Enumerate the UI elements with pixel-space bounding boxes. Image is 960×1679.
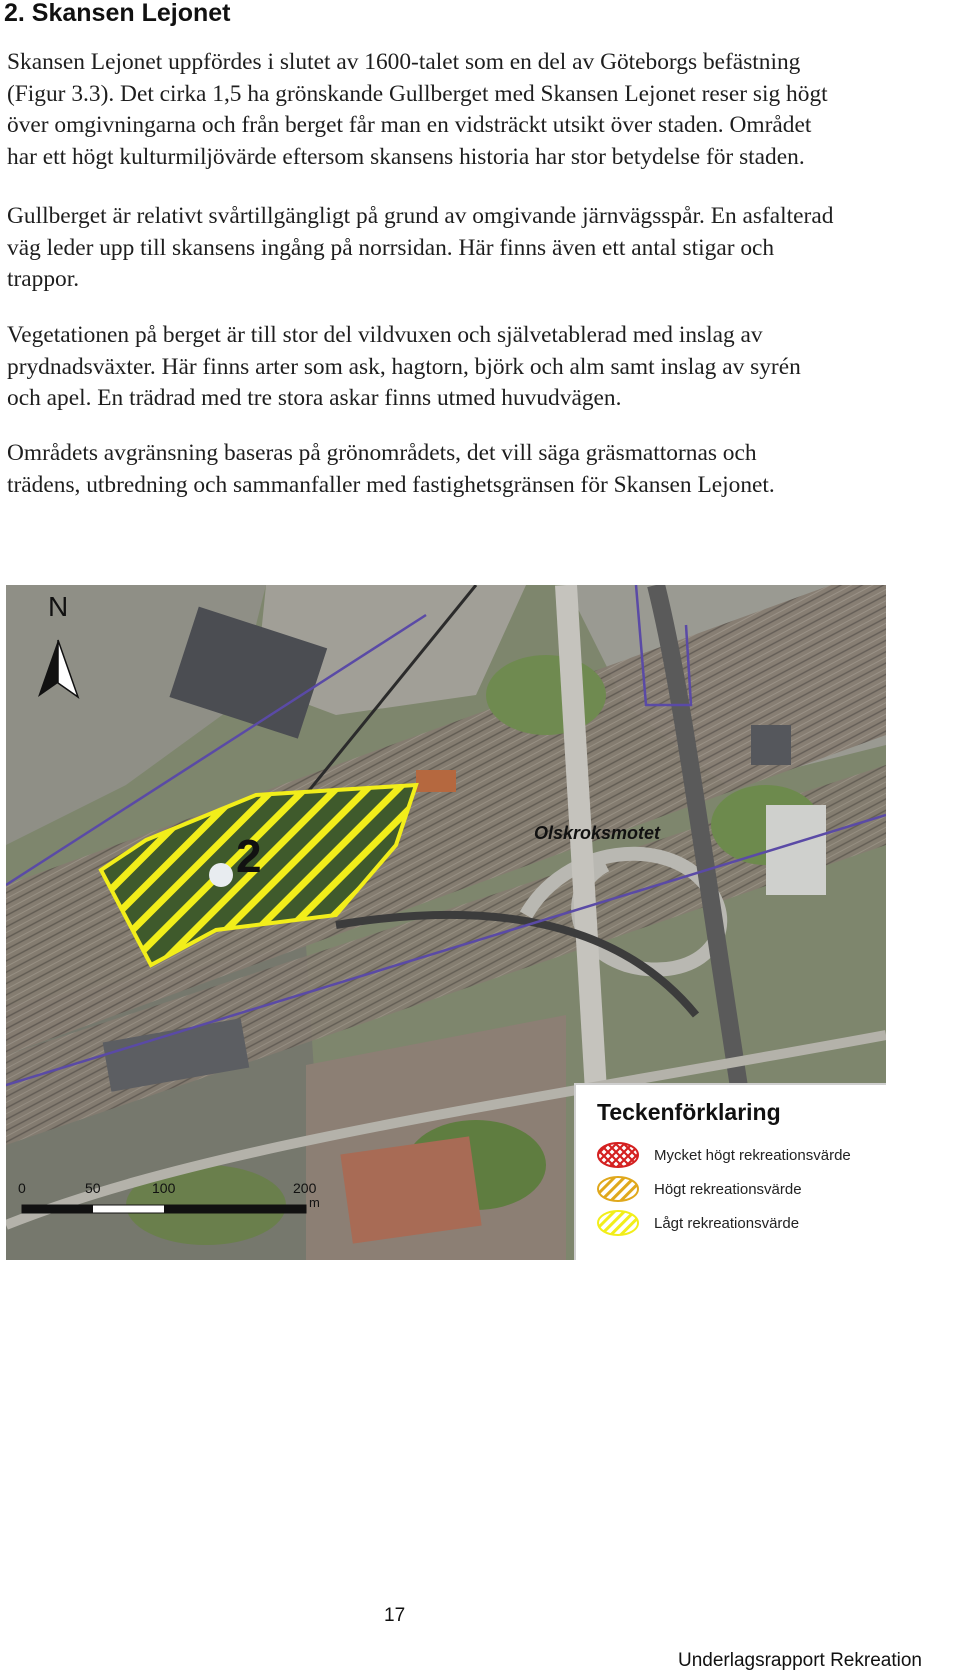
paragraph-line: Skansen Lejonet uppfördes i slutet av 1600-talet som en del av Göteborgs befästning	[7, 49, 801, 75]
paragraph-access	[7, 201, 957, 296]
section-heading: 2. Skansen Lejonet	[4, 0, 231, 27]
paragraph-line: trappor.	[7, 266, 80, 292]
legend-label: Lågt rekreationsvärde	[654, 1215, 800, 1232]
scale-unit-label: m	[309, 1195, 320, 1210]
scale-tick-label: 200	[293, 1180, 317, 1196]
legend-item-low	[596, 1208, 886, 1242]
map-building	[416, 770, 456, 792]
paragraph-line: Områdets avgränsning baseras på grönområdets, det vill säga gräsmattornas och	[7, 440, 757, 466]
paragraph-line: prydnadsväxter. Här finns arter som ask, hagtorn, björk och alm samt inslag av syrén	[7, 353, 801, 380]
map-building	[340, 1136, 481, 1243]
legend-label: Högt rekreationsvärde	[654, 1181, 802, 1198]
scale-tick-label: 50	[85, 1180, 101, 1196]
place-label-olskroksmotet: Olskroksmotet	[534, 823, 661, 843]
map-legend	[574, 1083, 886, 1260]
legend-swatch-low	[596, 1208, 640, 1238]
paragraph-vegetation	[7, 320, 957, 415]
legend-item-high	[596, 1174, 886, 1208]
paragraph-line: och apel. En trädrad med tre stora askar finns utmed huvudvägen.	[7, 385, 622, 411]
scale-tick-label: 0	[18, 1180, 26, 1196]
north-label: N	[48, 591, 69, 622]
paragraph-line: har ett högt kulturmiljövärde eftersom skansens historia har stor betydelse för staden.	[7, 143, 805, 170]
area-2-marker	[209, 863, 233, 887]
scale-bar-segment	[164, 1205, 306, 1213]
scale-bar-segment	[22, 1205, 93, 1213]
scale-tick-label: 100	[152, 1180, 176, 1196]
legend-title: Teckenförklaring	[597, 1099, 781, 1125]
paragraph-line: trädens, utbredning och sammanfaller med fastighetsgränsen för Skansen Lejonet.	[7, 471, 775, 498]
map-green-patch	[486, 655, 606, 735]
paragraph-line: väg leder upp till skansens ingång på norrsidan. Här finns även ett antal stigar och	[7, 234, 775, 261]
paragraph-history	[7, 47, 957, 173]
paragraph-line: Gullberget är relativt svårtillgängligt på grund av omgivande järnvägsspår. En asfalterad	[7, 203, 834, 229]
footer-report-title: Underlagsrapport Rekreation	[678, 1650, 922, 1671]
paragraph-line: över omgivningarna och från berget får man en vidsträckt utsikt över staden. Området	[7, 112, 812, 138]
legend-label: Mycket högt rekreationsvärde	[654, 1147, 851, 1164]
paragraph-boundary	[7, 438, 957, 501]
legend-swatch-very-high	[596, 1140, 640, 1170]
map-building	[751, 725, 791, 765]
legend-swatch-high	[596, 1174, 640, 1204]
page-number: 17	[384, 1605, 406, 1626]
area-number-label: 2	[236, 830, 262, 882]
legend-item-very-high	[596, 1140, 886, 1174]
paragraph-line: Vegetationen på berget är till stor del vildvuxen och självetablerad med inslag av	[7, 322, 763, 348]
aerial-map	[6, 585, 886, 1260]
paragraph-line: (Figur 3.3). Det cirka 1,5 ha grönskande Gullberget med Skansen Lejonet reser sig högt	[7, 80, 828, 107]
